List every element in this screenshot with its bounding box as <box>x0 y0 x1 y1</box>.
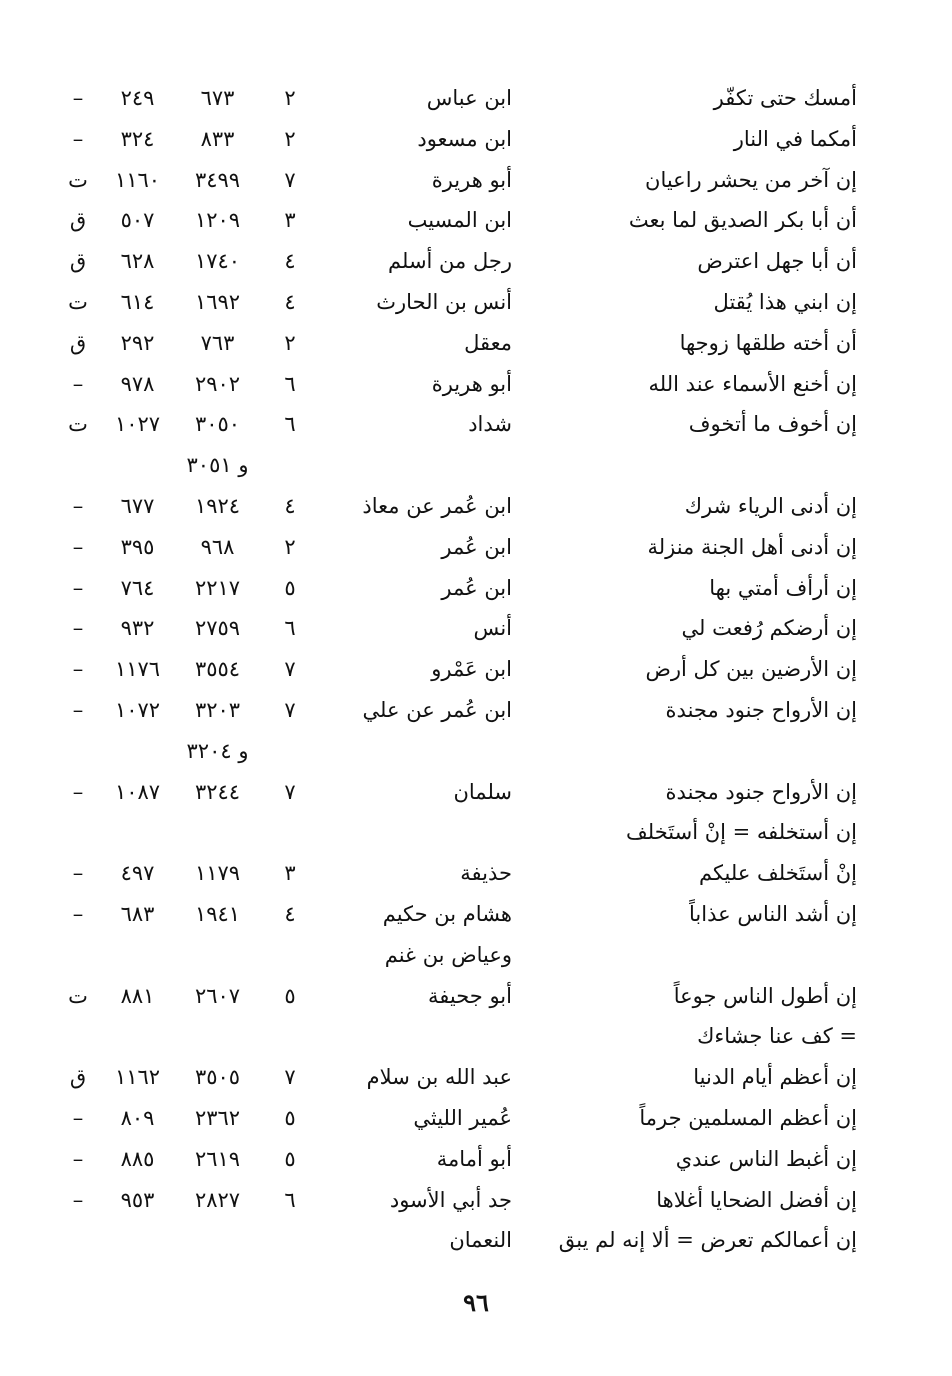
narrator: أبو جحيفة <box>428 983 512 1008</box>
reference-number: ٢٩٢ <box>120 330 155 355</box>
volume-number: ٧ <box>284 698 296 722</box>
hadith-text: إن أعمالكم تعرض = ألا إنه لم يبق <box>558 1228 857 1253</box>
volume-number <box>270 445 310 485</box>
reference-number: ٦١٤ <box>120 290 155 314</box>
volume-number: ٦ <box>284 371 296 396</box>
hadith-text <box>527 935 857 975</box>
hadith-number: و ٣٢٠٤ <box>186 738 249 763</box>
volume-number <box>270 935 310 975</box>
index-row <box>0 445 952 485</box>
hadith-text: إن أطول الناس جوعاً <box>673 983 857 1008</box>
source-mark <box>58 445 98 485</box>
volume-number: ٥ <box>284 575 296 600</box>
hadith-text: إن أخنع الأسماء عند الله <box>648 371 857 396</box>
index-row <box>0 119 952 159</box>
index-row <box>0 853 952 893</box>
narrator: شداد <box>468 412 512 437</box>
source-mark: – <box>72 1106 84 1130</box>
source-mark: – <box>72 698 84 722</box>
volume-number: ٦ <box>284 616 296 641</box>
reference-number <box>95 935 180 975</box>
index-row <box>0 894 952 934</box>
index-row <box>0 527 952 567</box>
reference-number: ٩٥٣ <box>120 1187 155 1212</box>
index-row <box>0 690 952 730</box>
index-row <box>0 976 952 1016</box>
volume-number: ٢ <box>284 86 296 110</box>
narrator: أبو أمامة <box>436 1146 512 1171</box>
narrator: ابن عُمر <box>441 575 512 600</box>
hadith-number: و ٣٠٥١ <box>186 453 249 478</box>
volume-number <box>270 1016 310 1056</box>
volume-number: ٥ <box>284 1146 296 1171</box>
hadith-number <box>175 1016 260 1056</box>
hadith-text: إن ابني هذا يُقتل <box>713 290 857 314</box>
volume-number <box>270 812 310 852</box>
volume-number: ٢ <box>284 126 296 151</box>
narrator: أنس بن الحارث <box>376 290 512 314</box>
source-mark: ت <box>68 167 88 192</box>
volume-number: ٤ <box>284 902 296 926</box>
index-row <box>0 649 952 689</box>
reference-number: ١٠٨٧ <box>114 779 161 804</box>
hadith-text: أمسك حتى تكفّر <box>713 86 857 110</box>
narrator: أنس <box>473 616 512 641</box>
narrator: ابن عُمر عن علي <box>362 698 512 722</box>
reference-number: ١١٦٠ <box>114 167 161 192</box>
source-mark: ق <box>69 208 87 233</box>
reference-number: ٩٣٢ <box>120 616 155 641</box>
index-row <box>0 1016 952 1056</box>
hadith-text <box>527 731 857 771</box>
index-row <box>0 323 952 363</box>
index-row <box>0 160 952 200</box>
hadith-text: أمكما في النار <box>733 126 857 151</box>
hadith-number: ٢٣٦٢ <box>194 1106 241 1130</box>
source-mark: – <box>72 86 84 110</box>
reference-number <box>95 1220 180 1260</box>
hadith-number: ١٢٠٩ <box>194 208 241 233</box>
index-row <box>0 241 952 281</box>
narrator <box>312 445 512 485</box>
reference-number: ٨٠٩ <box>120 1106 155 1130</box>
hadith-number: ٩٦٨ <box>200 534 235 559</box>
reference-number: ١٠٧٢ <box>114 698 161 722</box>
hadith-number: ٢٩٠٢ <box>194 371 241 396</box>
hadith-number <box>175 1220 260 1260</box>
hadith-text: إن آخر من يحشر راعيان <box>645 167 857 192</box>
hadith-text: أن أبا بكر الصديق لما بعث <box>628 208 857 233</box>
narrator <box>312 812 512 852</box>
index-row <box>0 364 952 404</box>
source-mark: – <box>72 779 84 804</box>
volume-number: ٤ <box>284 249 296 274</box>
hadith-number: ٣٥٠٥ <box>194 1065 241 1090</box>
source-mark: ق <box>69 249 87 274</box>
hadith-text: إن أعظم المسلمين جرماً <box>639 1106 857 1130</box>
volume-number: ٧ <box>284 167 296 192</box>
hadith-number <box>175 812 260 852</box>
hadith-number: ٢٦١٩ <box>194 1146 241 1171</box>
hadith-text: إن أرضكم رُفعت لي <box>681 616 857 641</box>
reference-number: ٣٩٥ <box>120 534 155 559</box>
narrator <box>312 1016 512 1056</box>
index-row <box>0 404 952 444</box>
volume-number: ٥ <box>284 983 296 1008</box>
reference-number: ٧٦٤ <box>120 575 155 600</box>
narrator: سلمان <box>453 779 512 804</box>
source-mark: – <box>72 616 84 641</box>
hadith-number: ١١٧٩ <box>194 861 241 886</box>
volume-number: ٥ <box>284 1106 296 1130</box>
index-row <box>0 1098 952 1138</box>
hadith-text: إنْ أستَخلف عليكم <box>698 861 857 886</box>
index-row <box>0 200 952 240</box>
index-row <box>0 935 952 975</box>
index-row <box>0 282 952 322</box>
volume-number: ٢ <box>284 534 296 559</box>
source-mark <box>58 1220 98 1260</box>
source-mark: – <box>72 494 84 518</box>
narrator: وعياض بن غنم <box>384 942 512 967</box>
volume-number: ٧ <box>284 779 296 804</box>
source-mark: – <box>72 575 84 600</box>
source-mark: – <box>72 861 84 886</box>
reference-number: ٤٩٧ <box>120 861 155 886</box>
source-mark <box>58 731 98 771</box>
page-number: ٩٦ <box>463 1288 489 1317</box>
reference-number: ٩٧٨ <box>120 371 155 396</box>
reference-number: ٥٠٧ <box>120 208 155 233</box>
hadith-text: إن أستخلفه = إنْ أستَخلف <box>626 820 857 845</box>
volume-number: ٦ <box>284 1187 296 1212</box>
reference-number: ٦٢٨ <box>120 249 155 274</box>
volume-number <box>270 1220 310 1260</box>
volume-number: ٢ <box>284 330 296 355</box>
index-row <box>0 1057 952 1097</box>
narrator: معقل <box>464 330 512 355</box>
hadith-number: ٣٢٤٤ <box>194 779 241 804</box>
volume-number: ٧ <box>284 1065 296 1090</box>
source-mark: – <box>72 371 84 396</box>
narrator: رجل من أسلم <box>388 249 512 274</box>
index-row <box>0 1180 952 1220</box>
hadith-text: إن الأرضين بين كل أرض <box>645 657 857 682</box>
hadith-text: إن الأرواح جنود مجندة <box>665 698 857 722</box>
volume-number <box>270 731 310 771</box>
narrator: حذيفة <box>460 861 512 886</box>
index-row <box>0 78 952 118</box>
hadith-number: ٢٨٢٧ <box>194 1187 241 1212</box>
reference-number: ٢٤٩ <box>120 86 155 110</box>
reference-number: ٣٢٤ <box>120 126 155 151</box>
hadith-text: إن أدنى أهل الجنة منزلة <box>647 534 857 559</box>
narrator: ابن مسعود <box>417 126 512 151</box>
hadith-text: إن أشد الناس عذاباً <box>689 902 857 926</box>
index-row <box>0 608 952 648</box>
source-mark <box>58 812 98 852</box>
hadith-text: إن أدنى الرياء شرك <box>684 494 857 518</box>
volume-number: ٧ <box>284 657 296 682</box>
index-row <box>0 486 952 526</box>
source-mark: – <box>72 902 84 926</box>
reference-number <box>95 731 180 771</box>
narrator: عبد الله بن سلام <box>366 1065 512 1090</box>
hadith-text: = كف عنا جشاءك <box>697 1024 857 1049</box>
volume-number: ٤ <box>284 494 296 518</box>
source-mark: – <box>72 1187 84 1212</box>
hadith-text: إن أعظم أيام الدنيا <box>693 1065 857 1090</box>
source-mark: ق <box>69 330 87 355</box>
index-row <box>0 568 952 608</box>
hadith-number <box>175 935 260 975</box>
hadith-text: إن الأرواح جنود مجندة <box>665 779 857 804</box>
hadith-number: ٨٣٣ <box>200 126 235 151</box>
narrator: جد أبي الأسود <box>389 1187 512 1212</box>
hadith-number: ٣٠٥٠ <box>194 412 241 437</box>
reference-number: ١٠٢٧ <box>114 412 161 437</box>
hadith-number: ٣٢٠٣ <box>194 698 241 722</box>
hadith-text: أن أبا جهل اعترض <box>697 249 857 274</box>
hadith-text: أن أخته طلقها زوجها <box>679 330 857 355</box>
reference-number: ٨٨١ <box>120 983 155 1008</box>
reference-number: ٦٨٣ <box>120 902 155 926</box>
volume-number: ٤ <box>284 290 296 314</box>
narrator: ابن عُمر <box>441 534 512 559</box>
source-mark: ت <box>68 983 88 1008</box>
narrator: النعمان <box>449 1228 512 1253</box>
hadith-number: ٢٧٥٩ <box>194 616 241 641</box>
source-mark <box>58 935 98 975</box>
hadith-text: إن أخوف ما أتخوف <box>688 412 857 437</box>
index-row <box>0 1220 952 1260</box>
narrator: ابن عَمْرو <box>431 657 512 682</box>
hadith-text <box>527 445 857 485</box>
volume-number: ٦ <box>284 412 296 437</box>
source-mark: ق <box>69 1065 87 1090</box>
hadith-number: ١٦٩٢ <box>194 290 241 314</box>
source-mark: ت <box>68 412 88 437</box>
narrator: ابن عباس <box>426 86 512 110</box>
hadith-text: إن أفضل الضحايا أغلاها <box>656 1187 857 1212</box>
narrator <box>312 731 512 771</box>
reference-number: ٦٧٧ <box>120 494 155 518</box>
hadith-number: ١٧٤٠ <box>194 249 241 274</box>
reference-number: ١١٦٢ <box>114 1065 161 1090</box>
index-row <box>0 731 952 771</box>
source-mark: – <box>72 126 84 151</box>
narrator: هشام بن حكيم <box>382 902 512 926</box>
hadith-number: ٣٥٥٤ <box>194 657 241 682</box>
hadith-number: ٢٦٠٧ <box>194 983 241 1008</box>
reference-number <box>95 445 180 485</box>
hadith-number: ٧٦٣ <box>200 330 235 355</box>
source-mark: – <box>72 1146 84 1171</box>
narrator: أبو هريرة <box>431 371 512 396</box>
source-mark: – <box>72 534 84 559</box>
narrator: أبو هريرة <box>431 167 512 192</box>
reference-number: ١١٧٦ <box>114 657 161 682</box>
index-row <box>0 1139 952 1179</box>
volume-number: ٣ <box>284 208 296 233</box>
reference-number <box>95 1016 180 1056</box>
source-mark: – <box>72 657 84 682</box>
hadith-number: ٣٤٩٩ <box>194 167 241 192</box>
reference-number: ٨٨٥ <box>120 1146 155 1171</box>
hadith-number: ١٩٤١ <box>194 902 241 926</box>
narrator: ابن عُمر عن معاذ <box>362 494 512 518</box>
index-row <box>0 812 952 852</box>
narrator: عُمير الليثي <box>413 1106 512 1130</box>
narrator: ابن المسيب <box>407 208 512 233</box>
source-mark <box>58 1016 98 1056</box>
volume-number: ٣ <box>284 861 296 886</box>
hadith-number: ٦٧٣ <box>200 86 235 110</box>
source-mark: ت <box>68 290 88 314</box>
hadith-text: إن أرأف أمتي بها <box>709 575 857 600</box>
hadith-number: ٢٢١٧ <box>194 575 241 600</box>
hadith-number: ١٩٢٤ <box>194 494 241 518</box>
reference-number <box>95 812 180 852</box>
index-row <box>0 772 952 812</box>
hadith-text: إن أغبط الناس عندي <box>675 1146 857 1171</box>
